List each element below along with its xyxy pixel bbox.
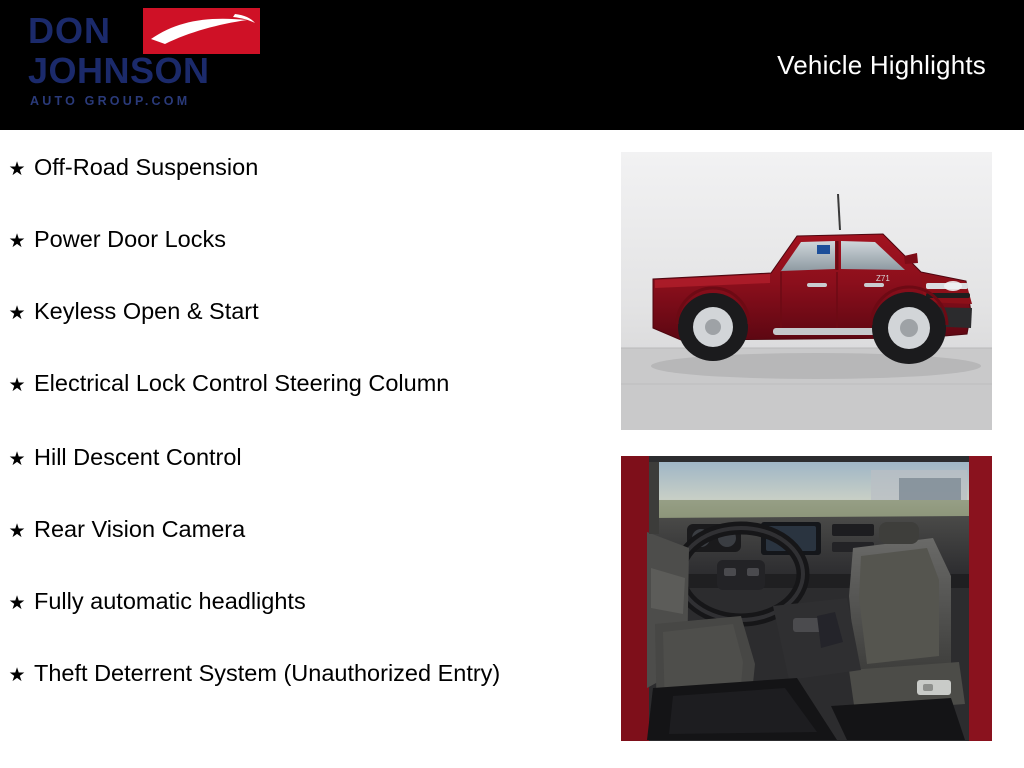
list-item — [0, 440, 600, 478]
list-item-label: Off-Road Suspension — [34, 154, 259, 180]
star-bullet-icon: ★ — [8, 159, 26, 180]
star-bullet-icon: ★ — [8, 521, 26, 542]
logo-badge — [143, 8, 260, 54]
list-item — [0, 150, 600, 188]
list-item-label: Rear Vision Camera — [34, 516, 246, 542]
dealer-logo — [28, 6, 260, 126]
list-item-label: Fully automatic headlights — [34, 588, 306, 614]
list-item — [0, 512, 600, 550]
list-item-label: Hill Descent Control — [34, 444, 242, 470]
page-header — [0, 0, 1024, 130]
list-item-label: Keyless Open & Start — [34, 298, 259, 324]
star-bullet-icon: ★ — [8, 375, 26, 396]
list-item — [0, 294, 600, 332]
svg-text:Z71: Z71 — [876, 274, 890, 283]
vehicle-exterior-photo[interactable] — [621, 152, 992, 430]
list-item — [0, 584, 600, 622]
logo-line-1: DON — [28, 10, 111, 51]
vehicle-highlights-list — [0, 132, 600, 694]
list-item-label: Electrical Lock Control Steering Column — [34, 370, 450, 396]
star-bullet-icon: ★ — [8, 231, 26, 252]
vehicle-interior-illustration — [621, 456, 992, 741]
list-item — [0, 222, 600, 260]
logo-line-2: JOHNSON — [28, 50, 210, 91]
logo-tagline: AUTO GROUP.COM — [30, 94, 191, 108]
star-bullet-icon: ★ — [8, 449, 26, 470]
list-item — [0, 656, 600, 694]
list-item-label: Power Door Locks — [34, 226, 226, 252]
vehicle-exterior-illustration — [621, 152, 992, 430]
star-bullet-icon: ★ — [8, 665, 26, 686]
logo-swoosh-icon — [143, 8, 260, 54]
star-bullet-icon: ★ — [8, 593, 26, 614]
vehicle-interior-photo[interactable] — [621, 456, 992, 741]
list-item — [0, 366, 600, 404]
star-bullet-icon: ★ — [8, 303, 26, 324]
page-title: Vehicle Highlights — [777, 50, 986, 80]
list-item-label: Theft Deterrent System (Unauthorized Entry) — [34, 660, 501, 686]
